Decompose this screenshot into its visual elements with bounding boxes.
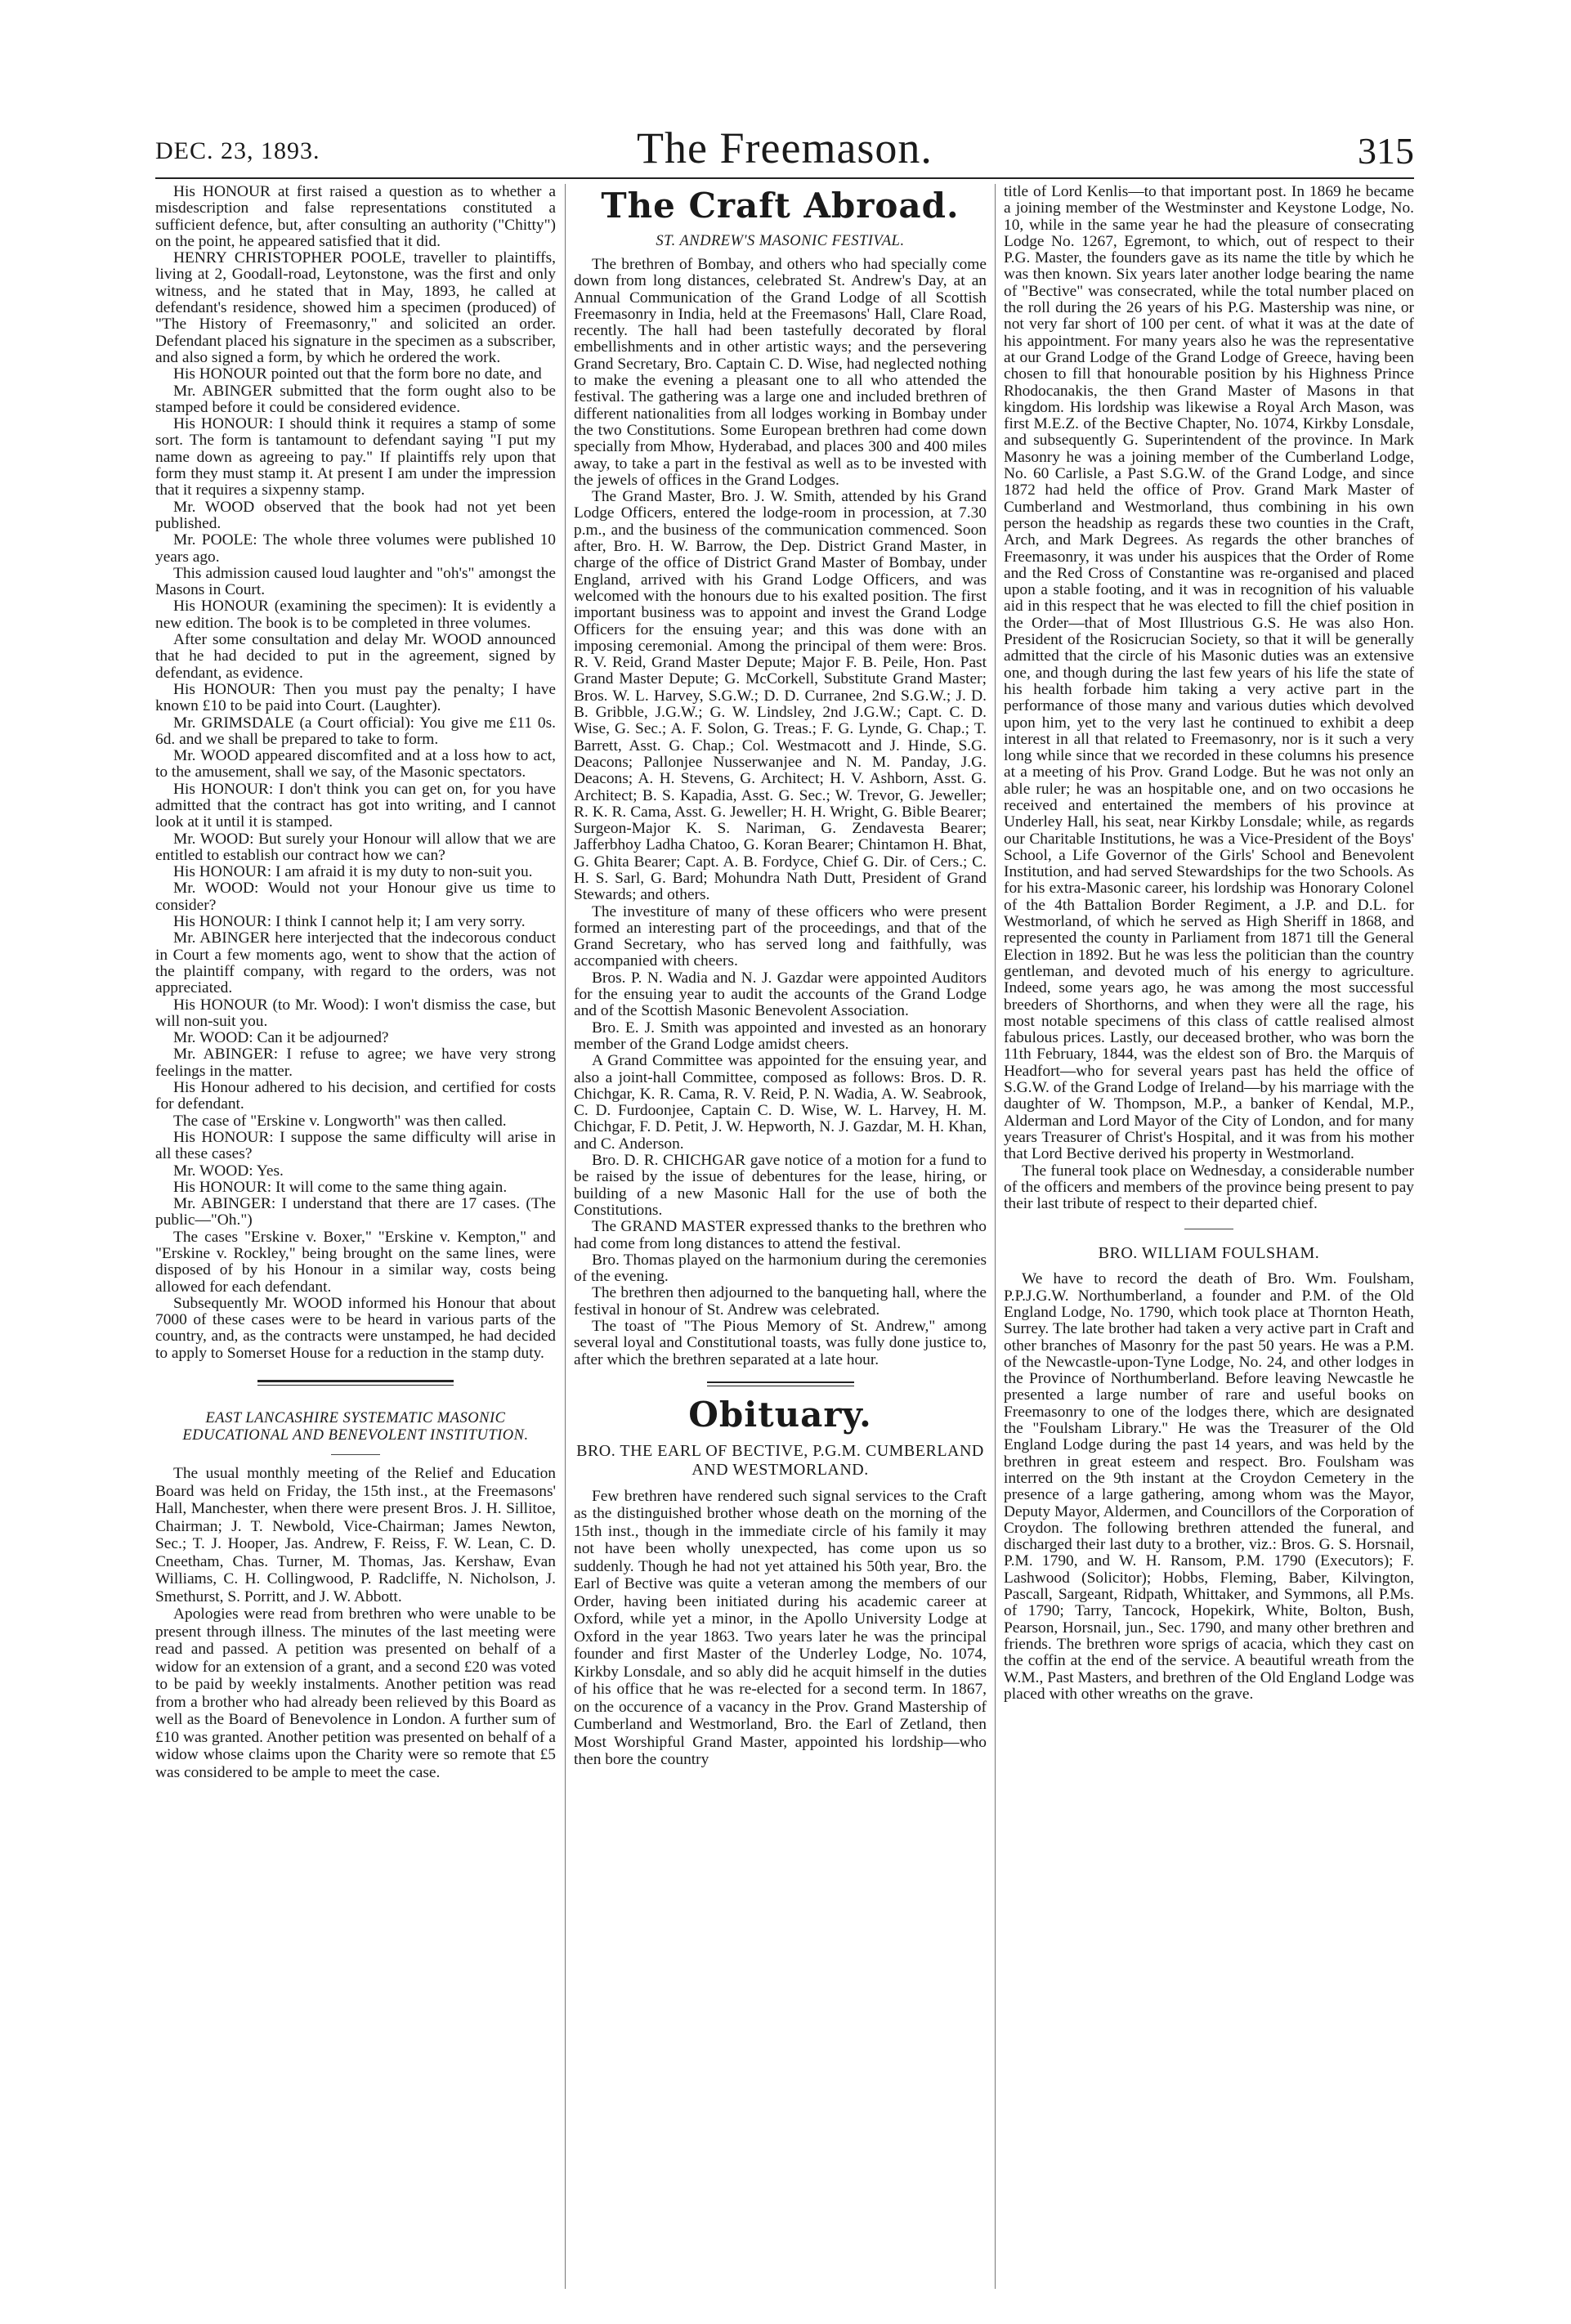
paragraph: His HONOUR: I suppose the same difficulty will arise in all these cases? — [155, 1128, 556, 1163]
paragraph: HENRY CHRISTOPHER POOLE, traveller to plaintiffs, living at 2, Goodall-road, Leytonstone, was the first and only witness, and he stated that in May, 1893, he called at defendant's residence, showed him a specimen (produced) of "The History of Freemasonry," and solicited an order. Defendant placed his signature in the specimen as a subscriber, and also signed a form, by which he ordered the work. — [155, 249, 556, 366]
paragraph: Mr. ABINGER: I understand that there are 17 cases. (The public—"Oh.") — [155, 1195, 556, 1229]
paragraph: His HONOUR: I don't think you can get on, for you have admitted that the contract has got into writing, and I cannot look at it until it is stamped. — [155, 780, 556, 831]
paragraph: His HONOUR (examining the specimen): It is evidently a new edition. The book is to be completed in three volumes. — [155, 598, 556, 632]
paragraph: Mr. WOOD: But surely your Honour will allow that we are entitled to establish our contract how we can? — [155, 830, 556, 864]
paragraph: Bro. E. J. Smith was appointed and invested as an honorary member of the Grand Lodge amidst cheers. — [574, 1019, 987, 1053]
obituary-title: Obituary. — [688, 1394, 872, 1435]
bective-heading: BRO. THE EARL OF BECTIVE, P.G.M. CUMBERLAND AND WESTMORLAND. — [576, 1441, 984, 1479]
newspaper-title: The Freemason. — [637, 123, 933, 172]
paragraph: The usual monthly meeting of the Relief and Education Board was held on Friday, the 15th inst., at the Freemasons' Hall, Manchester, when there were present Bros. J. H. Sillitoe, Chairman; J. T. Newbold, Vice-Chairman; James Newton, Sec.; T. J. Hooper, Jas. Andrew, F. Reiss, F. W. Lean, C. D. Cneetham, Chas. Turner, M. Thomas, Jas. Kershaw, Evan Williams, C. H. Collingwood, P. Radcliffe, N. Nicholson, J. Smethurst, S. Porritt, and J. W. Abbott. — [155, 1465, 556, 1605]
paragraph: Mr. WOOD: Can it be adjourned? — [173, 1029, 389, 1047]
paragraph: The toast of "The Pious Memory of St. Andrew," among several loyal and Constitutional toasts, was fully done justice to, after which the brethren separated at a late hour. — [574, 1318, 987, 1368]
section-rule — [707, 1381, 854, 1386]
issue-date: DEC. 23, 1893. — [155, 137, 320, 164]
paragraph: His HONOUR: I should think it requires a stamp of some sort. The form is tantamount to defendant saying "I put my name down as agreeing to pay." If plaintiffs rely upon that form they must stamp it. At present I am under the impression that it requires a sixpenny stamp. — [155, 415, 556, 499]
paragraph: Mr. WOOD observed that the book had not yet been published. — [155, 498, 556, 532]
paragraph: A Grand Committee was appointed for the ensuing year, and also a joint-hall Committee, composed as follows: Bros. D. R. Chichgar, K. R. Cama, R. V. Reid, P. N. Wadia, A. W. Seabrook, C. D. Furdoonjee, Captain C. D. Wise, W. L. Harvey, H. M. Chichgar, F. D. Petit, J. W. Hepworth, N. J. Gazdar, M. H. Khan, and C. Anderson. — [574, 1052, 987, 1153]
masthead — [155, 123, 1414, 172]
paragraph: Bro. Thomas played on the harmonium during the ceremonies of the evening. — [574, 1251, 987, 1286]
page-number: 315 — [1358, 130, 1414, 172]
paragraph: Bro. D. R. CHICHGAR gave notice of a motion for a fund to be raised by the issue of debentures for the lease, hiring, or building of a new Masonic Hall for the use of both the Constitutions. — [574, 1152, 987, 1219]
paragraph: The brethren then adjourned to the banqueting hall, where the festival in honour of St. Andrew was celebrated. — [574, 1284, 987, 1319]
bective-article-continued — [1004, 184, 1414, 1212]
paragraph: Subsequently Mr. WOOD informed his Honour that about 7000 of these cases were to be heard in various parts of the country, and, as the contracts were unstamped, he had decided to apply to Somerset House for a reduction in the stamp duty. — [155, 1294, 556, 1362]
foulsham-heading: BRO. WILLIAM FOULSHAM. — [1098, 1244, 1320, 1263]
paragraph: His HONOUR (to Mr. Wood): I won't dismiss the case, but will non-suit you. — [155, 996, 556, 1030]
paragraph: His HONOUR pointed out that the form bore no date, and — [173, 365, 542, 383]
paragraph: His HONOUR: It will come to the same thing again. — [173, 1178, 508, 1196]
foulsham-article — [1004, 1271, 1414, 1703]
festival-article — [574, 257, 987, 1368]
court-report — [155, 184, 556, 1362]
column-3 — [1004, 184, 1414, 1703]
paragraph: His Honour adhered to his decision, and certified for costs for defendant. — [155, 1079, 556, 1113]
paragraph: The Grand Master, Bro. J. W. Smith, attended by his Grand Lodge Officers, entered the lodge-room in procession, at 7.30 p.m., and the business of the communication commenced. Soon after, Bro. H. W. Barrow, the Dep. District Grand Master, in charge of the office of District Grand Master of Bombay, under England, arrived with his Grand Lodge Officers, and was welcomed with the honours due to his exalted position. The first important business was to appoint and invest the Grand Lodge Officers for the ensuing year; and this was done with an imposing ceremonial. Among the principal of them were: Bros. R. V. Reid, Grand Master Depute; Major F. B. Peile, Hon. Past Grand Master Depute; G. McCorkell, Substitute Grand Master; Bros. W. L. Harvey, S.G.W.; D. D. Curranee, 2nd S.G.W.; J. D. B. Gribble, J.G.W.; G. W. Lindsley, 2nd J.G.W.; Capt. C. D. Wise, G. Sec.; A. F. Solon, G. Treas.; F. G. Lynde, G. Chap.; T. Barrett, Asst. G. Chap.; Col. Westmacott and J. Hinde, S.G. Deacons; Pallonjee Nusserwanjee and N. M. Panday, J.G. Deacons; A. H. Stevens, G. Architect; H. V. Ashborn, Asst. G. Architect; B. S. Kapadia, Asst. G. Sec.; W. Trevor, G. Jeweller; R. K. R. Cama, Asst. G. Jeweller; H. H. Wright, G. Bible Bearer; Surgeon-Major K. S. Nariman, G. Zendavesta Bearer; Jafferbhoy Ladha Chatoo, G. Koran Bearer; Chintamon H. Bhat, G. Ghita Bearer; Capt. A. B. Fordyce, Chief G. Dir. of Cers.; C. H. S. Sarl, G. Bard; Mohundra Nath Dutt, President of Grand Stewards; and others. — [574, 488, 987, 904]
festival-heading: ST. ANDREW'S MASONIC FESTIVAL. — [656, 233, 905, 249]
paragraph: After some consultation and delay Mr. WOOD announced that he had decided to put in the agreement, signed by defendant, as evidence. — [155, 631, 556, 682]
paragraph: The funeral took place on Wednesday, a considerable number of the officers and members of the province being present to pay their last tribute of respect to their departed chief. — [1004, 1162, 1414, 1213]
paragraph: Apologies were read from brethren who were unable to be present through illness. The minutes of the last meeting were read and passed. A petition was presented on behalf of a widow for an extension of a grant, and a second £20 was voted to be paid by weekly instalments. Another petition was read from a brother who had already been relieved by this Board as well as the Board of Benevolence in London. A further sum of £10 was granted. Another petition was presented on behalf of a widow whose claims upon the Charity were so remote that £5 was considered to be ample to meet the case. — [155, 1605, 556, 1781]
paragraph: Mr. WOOD: Would not your Honour give us time to consider? — [155, 880, 556, 914]
section-rule — [257, 1380, 454, 1386]
paragraph: His HONOUR at first raised a question as to whether a misdescription and false representations constituted a sufficient defence, but, after consulting an authority ("Chitty") on the point, he appeared satisfied that it did. — [155, 183, 556, 250]
paragraph: The brethren of Bombay, and others who had specially come down from long distances, celebrated St. Andrew's Day, at an Annual Communication of the Grand Lodge of all Scottish Freemasonry in India, held at the Freemasons' Hall, Clare Road, recently. The hall had been tastefully decorated by floral embellishments and in other artistic ways; and the persevering Grand Secretary, Bro. Captain C. D. Wise, had neglected nothing to make the evening a pleasant one to all who attended the festival. The gathering was a large one and included brethren of different nationalities from all lodges working in Bombay under the two Constitutions. Some European brethren had come down specially from Mhow, Hyderabad, and places 300 and 400 miles away, to take a part in the festival as well as to be invested with the jewels of offices in the Grand Lodges. — [574, 256, 987, 489]
paragraph: His HONOUR: I think I cannot help it; I am very sorry. — [173, 913, 526, 931]
paragraph: Bros. P. N. Wadia and N. J. Gazdar were appointed Auditors for the ensuing year to audit the accounts of the Grand Lodge and of the Scottish Masonic Benevolent Association. — [574, 969, 987, 1020]
paragraph: Mr. GRIMSDALE (a Court official): You give me £11 0s. 6d. and we shall be prepared to take to form. — [155, 714, 556, 748]
column-divider — [565, 184, 566, 2289]
paragraph: Mr. WOOD appeared discomfited and at a loss how to act, to the amusement, shall we say, of the Masonic spectators. — [155, 747, 556, 781]
column-1 — [155, 184, 556, 1781]
east-lancashire-article — [155, 1465, 556, 1781]
paragraph: The GRAND MASTER expressed thanks to the brethren who had come from long distances to attend the festival. — [574, 1218, 987, 1252]
paragraph: title of Lord Kenlis—to that important post. In 1869 he became a joining member of the Westminster and Keystone Lodge, No. 10, while in the same year he had the pleasure of consecrating Lodge No. 1267, Egremont, to which, out of respect to their P.G. Master, the founders gave as its name the title by which he was then known. Six years later another lodge bearing the name of "Bective" was consecrated, while the total number placed on the roll during the 26 years of his P.G. Mastership was nine, or not very far short of 100 per cent. of what it was at the date of his appointment. For many years also he was the representative at our Grand Lodge of the Grand Lodge of Greece, having been chosen to fill that honourable position by his Highness Prince Rhodocanakis, the then Grand Master of Masons in that kingdom. His lordship was likewise a Royal Arch Mason, was first M.E.Z. of the Bective Chapter, No. 1074, Kirkby Lonsdale, and subsequently G. Superintendent of the province. In Mark Masonry he was a joining member of the Cumberland Lodge, No. 60 Carlisle, a Past S.G.W. of the Grand Lodge, and since 1872 had held the office of Prov. Grand Mark Master of Cumberland and Westmorland, thus combining in his own person the headship as regards these two counties in the Craft, Arch, and Mark Degrees. As regards the other branches of Freemasonry, it was under his auspices that the Order of Rome and the Red Cross of Constantine was re-organised and placed upon a stable footing, and it was in recognition of his valuable aid in this respect that he was elected to fill the chief position in the Order—that of Most Illustrious G.S. He was also Hon. President of the Rosicrucian Society, so that it will be generally admitted that the circle of his Masonic duties was an extensive one, and though during the last few years of his life the state of his health forbade him taking a very active part in the performance of those many and various duties which devolved upon him, yet to the very last he continued to exhibit a deep interest in all that related to Freemasonry, nor is it such a very long while since that we recorded in these columns his presence at a meeting of his Prov. Grand Lodge. But he was not only an able ruler; he was an hospitable one, and on two occasions he received and entertained the members of his province at Underley Hall, his seat, near Kirkby Lonsdale; while, as regards our Charitable Institutions, he was a Vice-President of the Boys' School, a Life Governor of the Girls' School and Benevolent Institution, and had served Stewardships for the two Schools. As for his extra-Masonic career, his lordship was Honorary Colonel of the 4th Battalion Border Regiment, a J.P. and D.L. for Westmorland, of which he served as High Sheriff in 1868, and represented the county in Parliament from 1871 till the General Election in 1892. But he was less the politician than the country gentleman, and devoted much of his energy to agriculture. Indeed, some years ago, he was among the most successful breeders of Shorthorns, and when they were all the rage, his most notable specimens of this class of cattle realised almost fabulous prices. Lastly, our deceased brother, who was born the 11th February, 1844, was the eldest son of Bro. the Marquis of Headfort—who for several years past has held the office of S.G.W. of the Grand Lodge of Ireland—by his marriage with the daughter of W. Thompson, M.P., a banker of Kendal, M.P., Alderman and Lord Mayor of the City of London, and for many years Treasurer of Christ's Hospital, and it was from his mother that Lord Bective derived his property in Westmorland. — [1004, 183, 1414, 1163]
bective-article — [574, 1488, 987, 1769]
paragraph: His HONOUR: Then you must pay the penalty; I have known £10 to be paid into Court. (Laughter). — [155, 680, 556, 715]
paragraph: The investiture of many of these officers who were present formed an interesting part of the proceedings, and that of the Grand Secretary, who has served long and faithfully, was accompanied with cheers. — [574, 902, 987, 970]
column-2 — [574, 184, 987, 1769]
paragraph: The case of "Erskine v. Longworth" was then called. — [173, 1112, 507, 1130]
column-divider — [995, 184, 996, 2289]
paragraph: Mr. POOLE: The whole three volumes were published 10 years ago. — [155, 531, 556, 566]
paragraph: Few brethren have rendered such signal services to the Craft as the distinguished brother whose death on the morning of the 15th inst., though in the immediate circle of his family it may not have been wholly unexpected, has come upon us so suddenly. Though he had not yet attained his 50th year, Bro. the Earl of Bective was quite a veteran among the members of our Order, having been initiated during his academic career at Oxford, while yet a minor, in the Apollo University Lodge at Oxford in the year 1863. Two years later he was the principal founder and first Master of the Underley Lodge, No. 1074, Kirkby Lonsdale, and so ably did he acquit himself in the duties of his office that he was re-elected for a second term. In 1867, on the occurence of a vacancy in the Prov. Grand Mastership of Cumberland and Westmorland, Bro. the Earl of Zetland, then Most Worshipful Grand Master, appointed his lordship—who then bore the country — [574, 1487, 987, 1769]
short-rule — [331, 1454, 380, 1455]
paragraph: Mr. ABINGER here interjected that the indecorous conduct in Court a few moments ago, went to show that the action of the plaintiff company, with regard to the orders, was not appreciated. — [155, 929, 556, 997]
east-lancashire-heading: EAST LANCASHIRE SYSTEMATIC MASONIC EDUCATIONAL AND BENEVOLENT INSTITUTION. — [182, 1410, 529, 1444]
paragraph: This admission caused loud laughter and "oh's" amongst the Masons in Court. — [155, 564, 556, 599]
paragraph: Mr. ABINGER: I refuse to agree; we have very strong feelings in the matter. — [155, 1046, 556, 1080]
paragraph: Mr. WOOD: Yes. — [173, 1162, 284, 1180]
paragraph: The cases "Erskine v. Boxer," "Erskine v. Kempton," and "Erskine v. Rockley," being brought on the same lines, were disposed of by his Honour in a similar way, costs being allowed for each defendant. — [155, 1228, 556, 1296]
paragraph: Mr. ABINGER submitted that the form ought also to be stamped before it could be considered evidence. — [155, 382, 556, 416]
masthead-rule — [155, 177, 1414, 179]
craft-abroad-title: The Craft Abroad. — [601, 186, 960, 226]
paragraph: His HONOUR: I am afraid it is my duty to non-suit you. — [173, 863, 533, 881]
paragraph: We have to record the death of Bro. Wm. Foulsham, P.P.J.G.W. Northumberland, a founder and P.M. of the Old England Lodge, No. 1790, which took place at Thornton Heath, Surrey. The late brother had taken a very active part in Craft and other branches of Masonry for the past 50 years. He was a P.M. of the Newcastle-upon-Tyne Lodge, No. 24, and other lodges in the Province of Northumberland. Before leaving Newcastle he presented a large number of rare and useful books on Freemasonry to one of the lodges there, which are designated the "Foulsham Library." He was the Treasurer of the Old England Lodge during the past 14 years, and was held by the brethren in great esteem and respect. Bro. Foulsham was interred on the 9th instant at the Croydon Cemetery in the presence of a large gathering, among whom was the Mayor, Deputy Mayor, Aldermen, and Councillors of the Corporation of Croydon. The following brethren attended the funeral, and discharged their last duty to a brother, viz.: Bros. G. S. Horsnail, P.M. 1790, and W. H. Ransom, P.M. 1790 (Executors); F. Lashwood (Solicitor); Hobbs, Fleming, Baber, Kilvington, Pascall, Sargeant, Ridpath, Whittaker, and Symmons, all P.Ms. of 1790; Tarry, Tancock, Hopekirk, White, Bolton, Bush, Pearson, Horsnail, jun., Sec. 1790, and many other brethren and friends. The brethren wore sprigs of acacia, which they cast on the coffin at the end of the service. A beautiful wreath from the W.M., Past Masters, and brethren of the Old England Lodge was placed with other wreaths on the grave. — [1004, 1270, 1414, 1703]
